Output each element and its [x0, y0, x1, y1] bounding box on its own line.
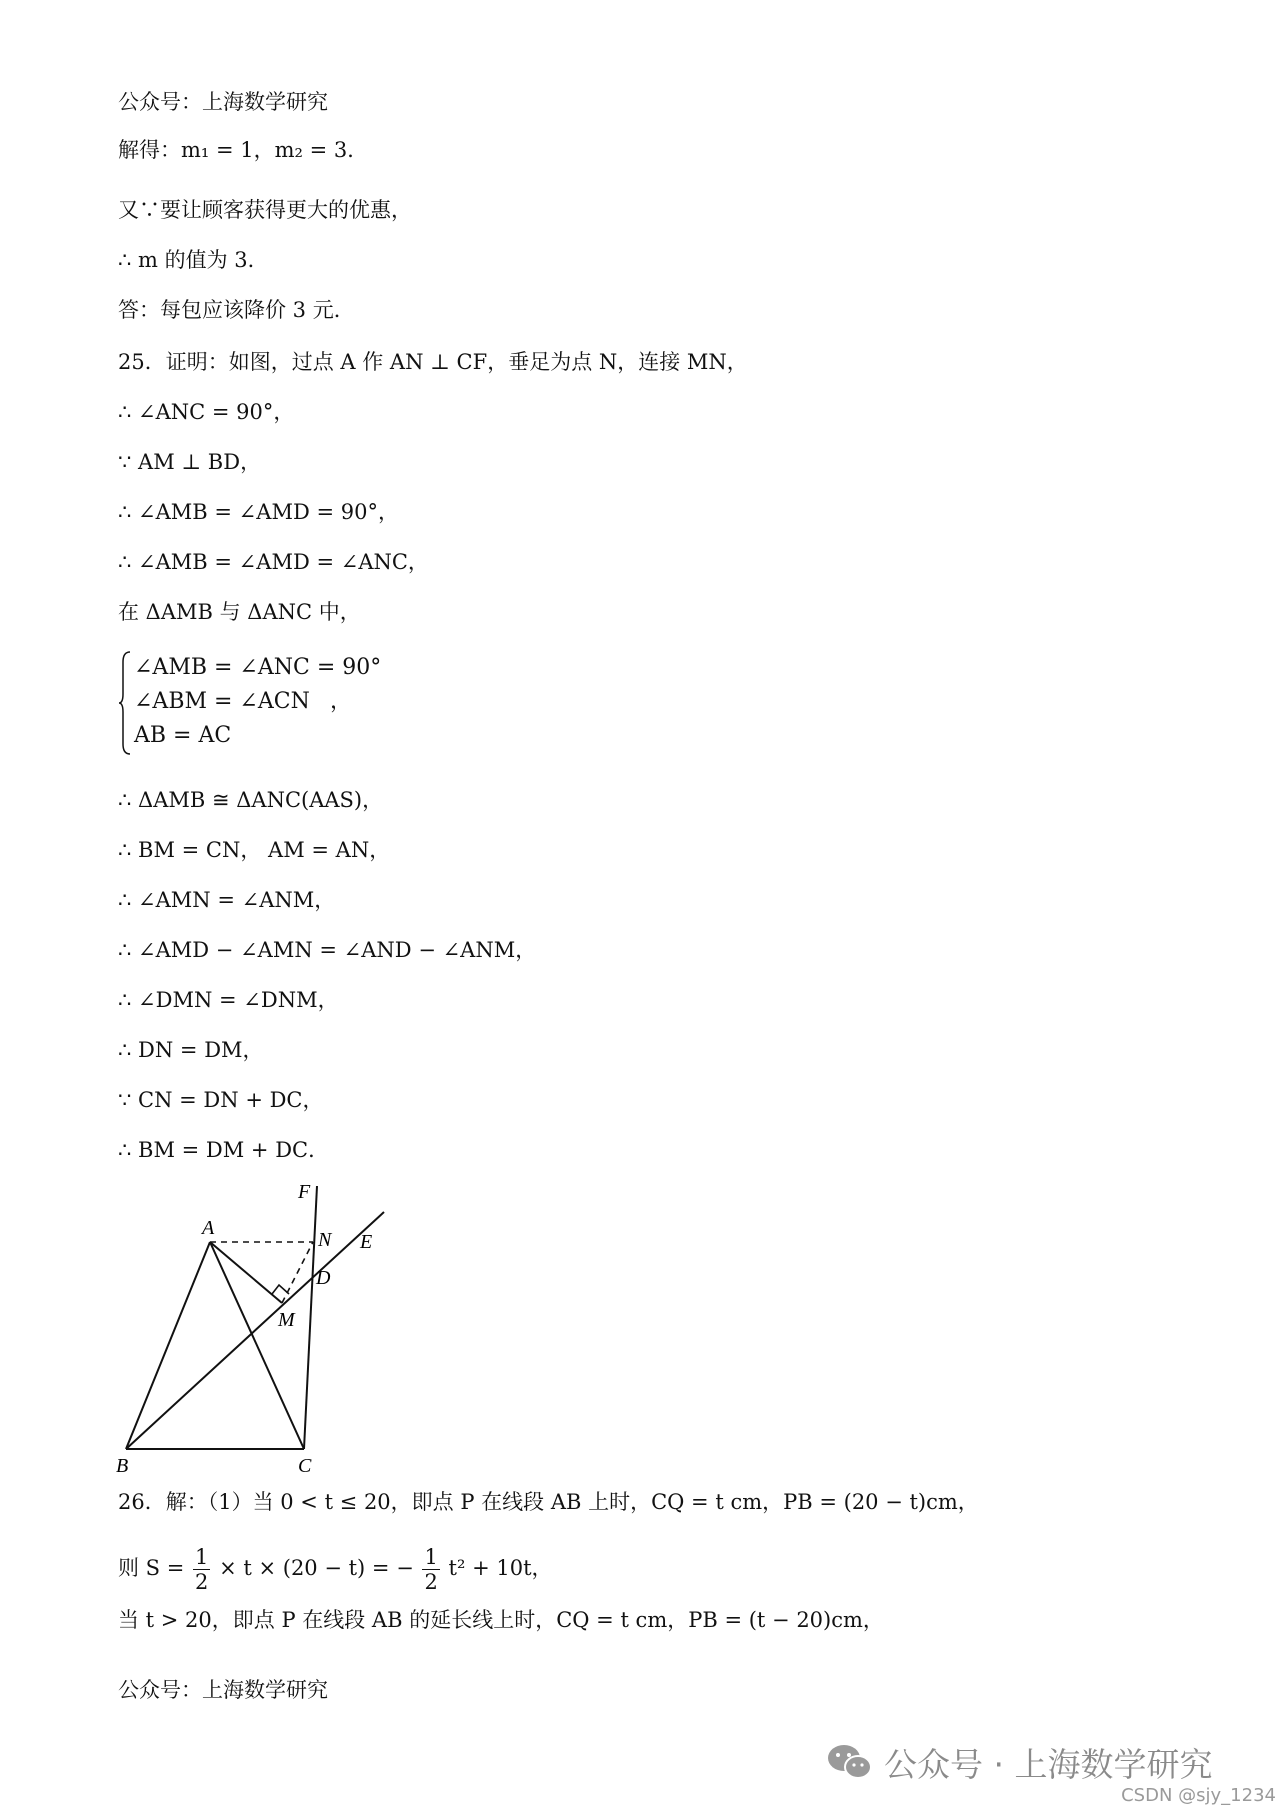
formula-part: × t × (20 − t) = − [219, 1556, 414, 1580]
fraction-denominator: 2 [195, 1570, 209, 1594]
fraction-denominator: 2 [424, 1570, 438, 1594]
formula-part: 则 S = [118, 1556, 185, 1580]
text-line: ∴ m 的值为 3． [118, 248, 269, 272]
proof-line: ∴ ∠AMB = ∠AMD = 90°， [118, 500, 399, 524]
csdn-credit: CSDN @sjy_1234 [1121, 1785, 1276, 1806]
answer-line: 答：每包应该降价 3 元． [118, 298, 355, 322]
formula-line [118, 1540, 553, 1596]
geometry-figure [110, 1178, 410, 1478]
label-B: B [116, 1455, 129, 1477]
label-N: N [318, 1229, 332, 1251]
segment-AM [210, 1242, 282, 1303]
formula-part: t² + 10t， [448, 1556, 553, 1580]
case-line: 当 t > 20，即点 P 在线段 AB 的延长线上时，CQ = t cm，PB = (t − 20)cm， [118, 1608, 884, 1632]
solve-result-line: 解得：m₁ = 1，m₂ = 3． [118, 138, 369, 162]
page-footer: 公众号：上海数学研究 [118, 1678, 328, 1702]
proof-line: 在 ΔAMB 与 ΔANC 中， [118, 600, 361, 624]
proof-line: ∴ ΔAMB ≅ ΔANC(AAS)， [118, 788, 384, 812]
system-row: AB = AC [134, 723, 232, 748]
proof-line: ∴ ∠AMD − ∠AMN = ∠AND − ∠ANM， [118, 938, 537, 962]
system-brace [118, 650, 132, 756]
system-row: ∠AMB = ∠ANC = 90° [134, 655, 382, 680]
fraction-numerator: 1 [195, 1545, 209, 1569]
label-M: M [278, 1309, 295, 1331]
fraction-half [422, 1545, 439, 1594]
fraction-half [193, 1545, 210, 1594]
right-angle-mark [272, 1285, 289, 1294]
proof-line: ∴ ∠AMN = ∠ANM， [118, 888, 336, 912]
system-row: ∠ABM = ∠ACN [134, 689, 310, 714]
label-D: D [316, 1267, 331, 1289]
proof-line: ∴ ∠ANC = 90°， [118, 400, 295, 424]
label-E: E [360, 1231, 373, 1253]
problem-25-start: 25．证明：如图，过点 A 作 AN ⊥ CF，垂足为点 N，连接 MN， [118, 350, 748, 374]
proof-line: ∴ ∠DMN = ∠DNM， [118, 988, 339, 1012]
segment-AB [126, 1242, 210, 1449]
system-comma: ， [330, 689, 353, 714]
proof-line: ∵ AM ⊥ BD， [118, 450, 262, 474]
fraction-numerator: 1 [424, 1545, 438, 1569]
text-line: 又∵要让顾客获得更大的优惠， [118, 198, 412, 222]
proof-line: ∴ BM = CN， AM = AN， [118, 838, 391, 862]
proof-line: ∴ DN = DM， [118, 1038, 264, 1062]
line-BE [126, 1212, 384, 1449]
proof-line: ∵ CN = DN + DC， [118, 1088, 324, 1112]
proof-line: ∴ ∠AMB = ∠AMD = ∠ANC， [118, 550, 429, 574]
wechat-icon [826, 1742, 874, 1782]
segment-AC [210, 1242, 304, 1449]
proof-line: ∴ BM = DM + DC． [118, 1138, 330, 1162]
page-header: 公众号：上海数学研究 [118, 90, 328, 114]
label-A: A [202, 1217, 215, 1239]
segment-MN-dashed [282, 1242, 313, 1303]
watermark [826, 1740, 1212, 1784]
problem-26-start: 26．解：（1）当 0 < t ≤ 20，即点 P 在线段 AB 上时，CQ = t cm，PB = (20 − t)cm， [118, 1490, 979, 1514]
label-C: C [298, 1455, 312, 1477]
watermark-text: 公众号 · 上海数学研究 [884, 1744, 1213, 1784]
line-CF [304, 1186, 317, 1449]
label-F: F [298, 1181, 311, 1203]
